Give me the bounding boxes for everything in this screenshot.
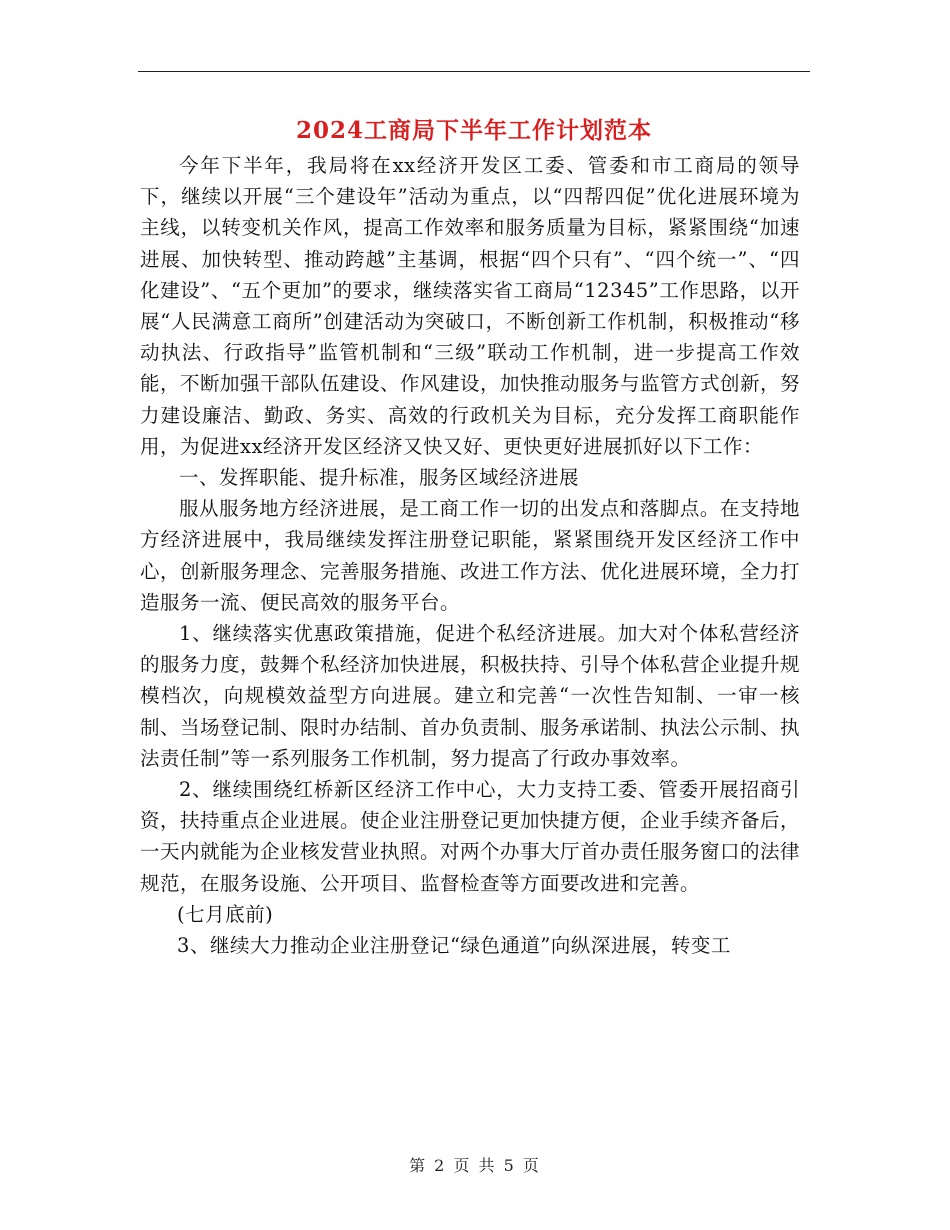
page-footer: 第 2 页 共 5 页 xyxy=(409,1156,541,1175)
paragraph-item-3: 3、继续大力推动企业注册登记“绿色通道”向纵深进展，转变工 xyxy=(177,934,731,958)
paragraph-deadline-note: (七月底前) xyxy=(177,902,274,926)
paragraph-item-1: 1、继续落实优惠政策措施，促进个私经济进展。加大对个体私营经济的服务力度，鼓舞个私经济加快进展，积极扶持、引导个体私营企业提升规模档次，向规模效益型方向进展。建立和完善“一次性告知制、一审一核制、当场登记制、限时办结制、首办负责制、服务承诺制、执法公示制、执法责任制”等一系列服务工作机制，努力提高了行政办事效率。 xyxy=(140,622,801,770)
document-title: 2024工商局下半年工作计划范本 xyxy=(295,117,652,144)
document-body xyxy=(140,150,800,961)
paragraph-intro: 今年下半年，我局将在xx经济开发区工委、管委和市工商局的领导下，继续以开展“三个建设年”活动为重点，以“四帮四促”优化进展环境为主线，以转变机关作风，提高工作效率和服务质量为目标，紧紧围绕“加速进展、加快转型、推动跨越”主基调，根据“四个只有”、“四个统一”、“四化建设”、“五个更加”的要求，继续落实省工商局“12345”工作思路，以开展“人民满意工商所”创建活动为突破口，不断创新工作机制，积极推动“移动执法、行政指导”监管机制和“三级”联动工作机制，进一步提高工作效能，不断加强干部队伍建设、作风建设，加快推动服务与监管方式创新，努力建设廉洁、勤政、务实、高效的行政机关为目标，充分发挥工商职能作用，为促进xx经济开发区经济又快又好、更快更好进展抓好以下工作： xyxy=(140,154,801,458)
header-rule xyxy=(138,71,810,72)
paragraph-section-intro: 服从服务地方经济进展，是工商工作一切的出发点和落脚点。在支持地方经济进展中，我局继续发挥注册登记职能，紧紧围绕开发区经济工作中心，创新服务理念、完善服务措施、改进工作方法、优化进展环境，全力打造服务一流、便民高效的服务平台。 xyxy=(140,497,801,614)
section-heading: 一、发挥职能、提升标准，服务区域经济进展 xyxy=(179,466,580,490)
paragraph-item-2: 2、继续围绕红桥新区经济工作中心，大力支持工委、管委开展招商引资，扶持重点企业进展。使企业注册登记更加快捷方便，企业手续齐备后，一天内就能为企业核发营业执照。对两个办事大厅首办责任服务窗口的法律规范，在服务设施、公开项目、监督检查等方面要改进和完善。 xyxy=(140,778,801,895)
